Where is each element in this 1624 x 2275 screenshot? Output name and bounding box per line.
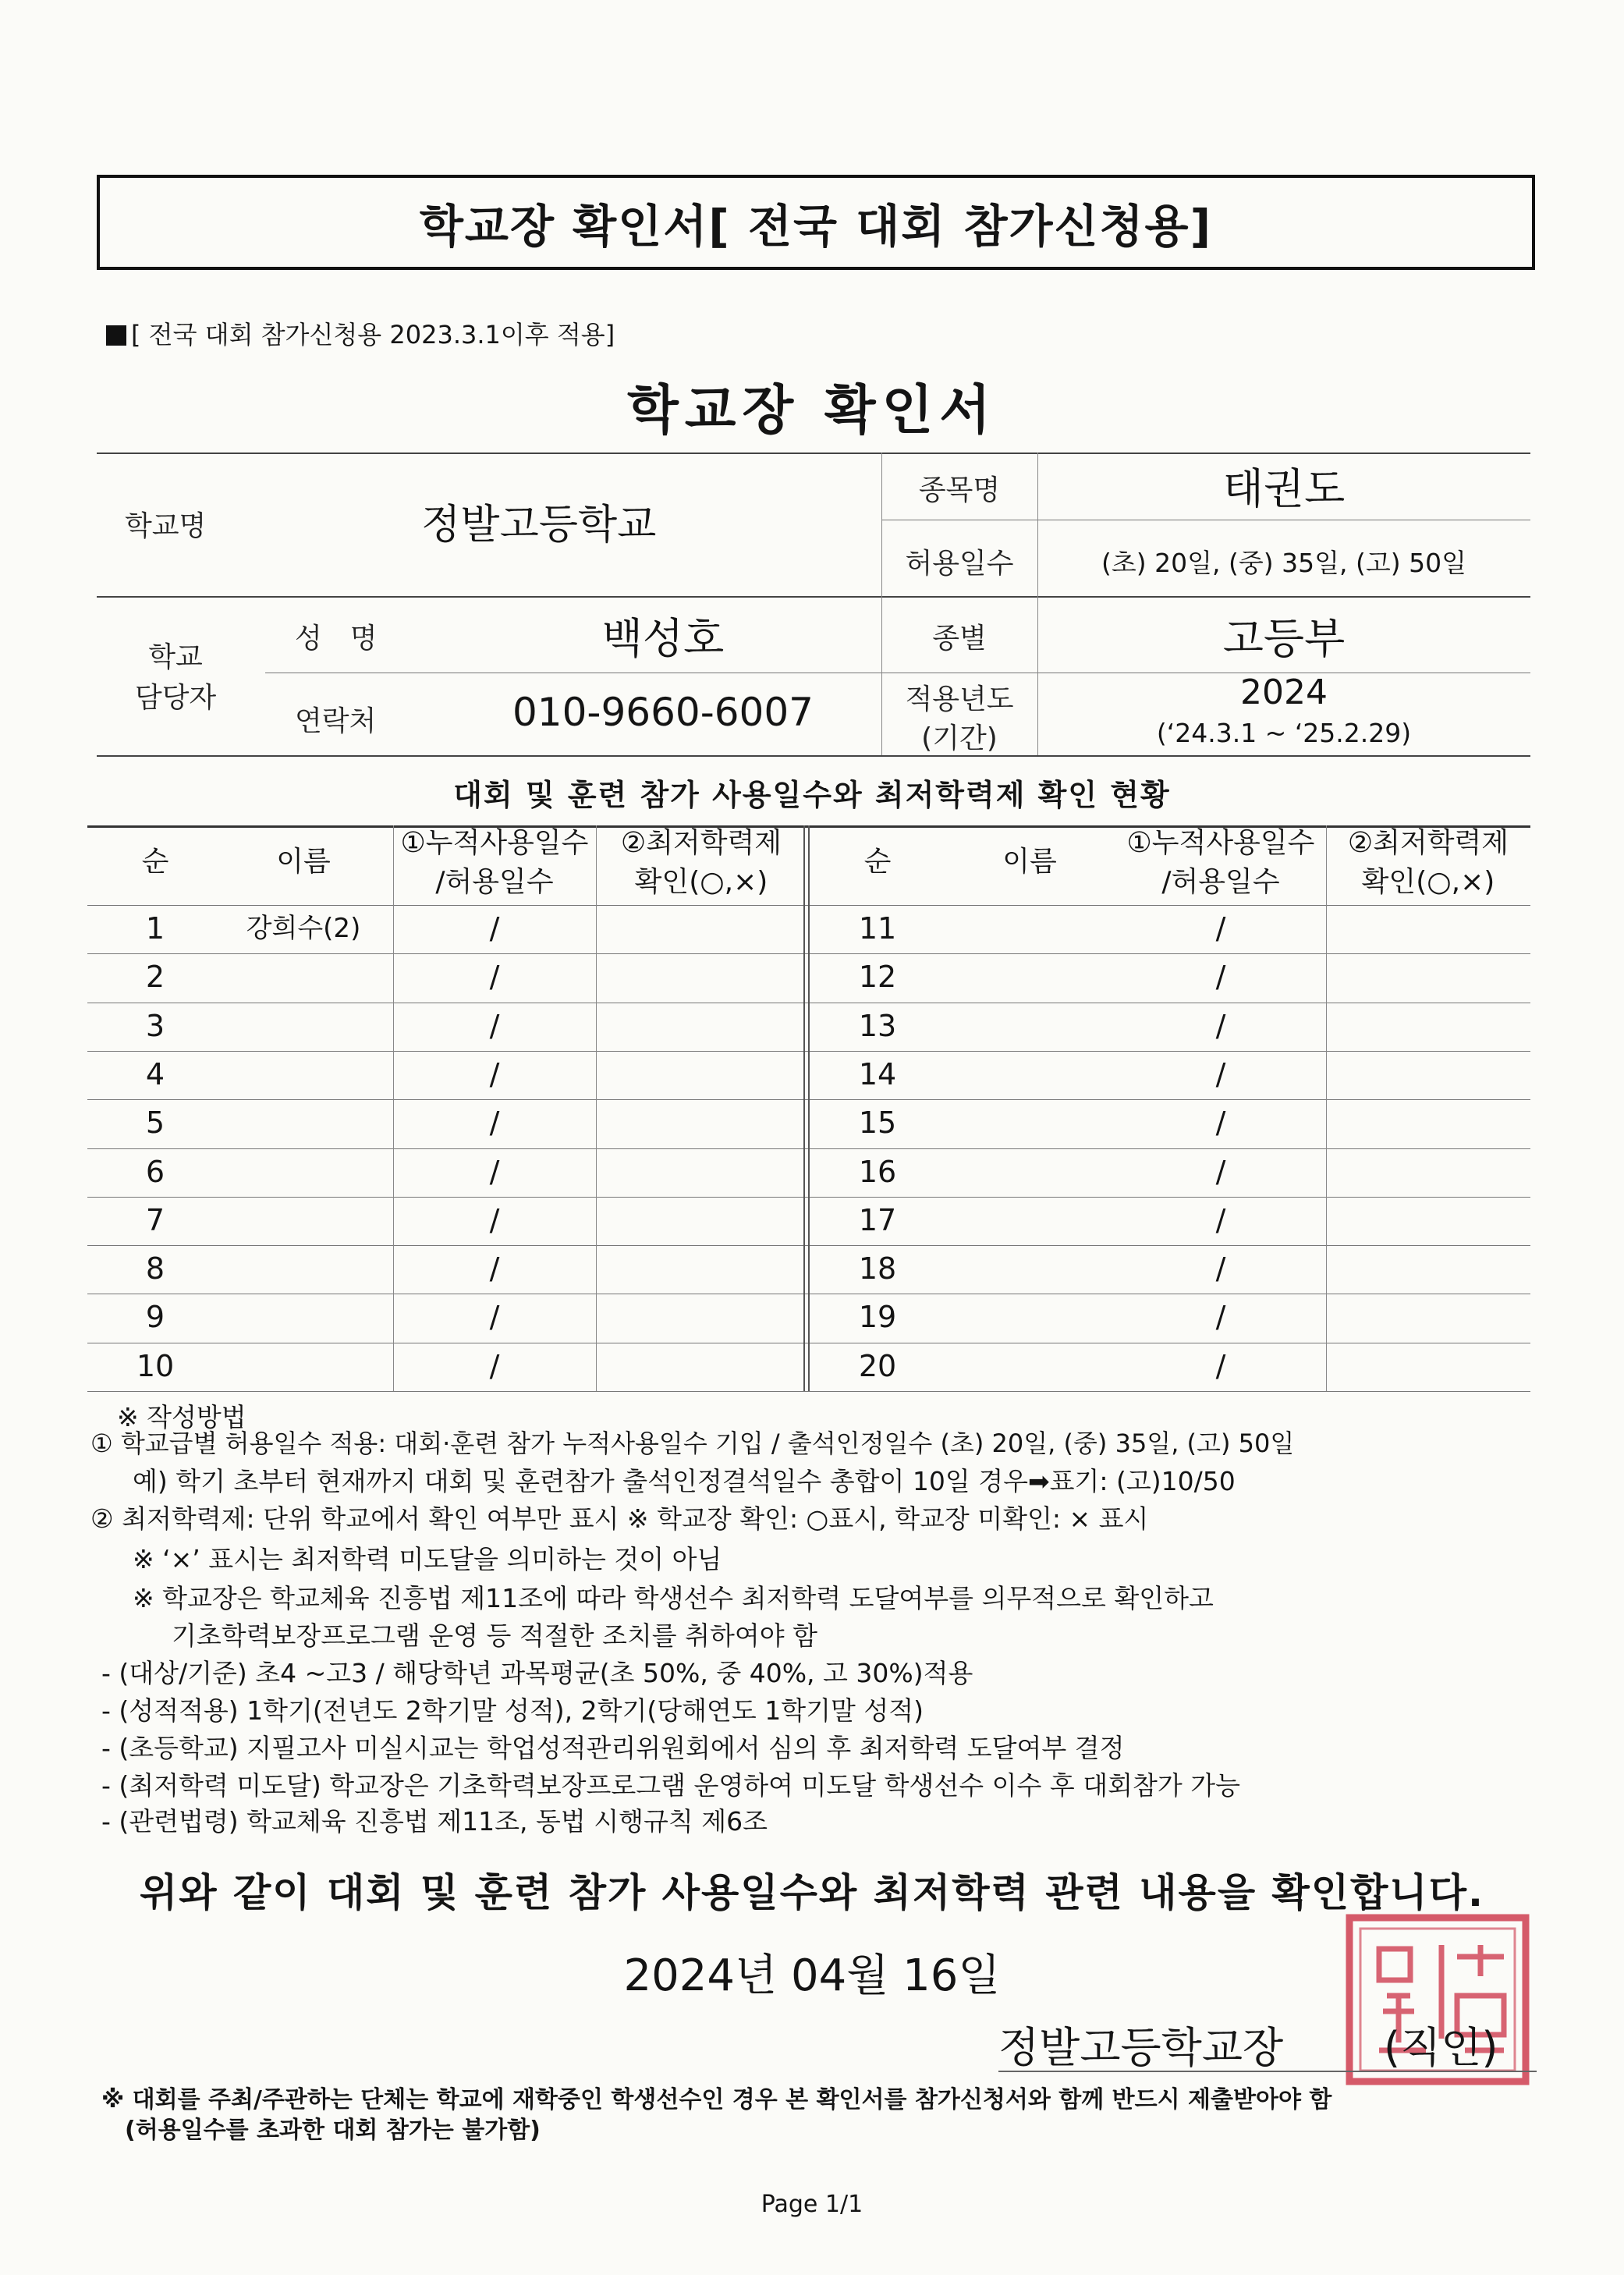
row-used-days: / (1215, 1203, 1226, 1237)
row-used-days: / (1215, 1300, 1226, 1334)
manager-label-1: 학교 (148, 641, 203, 673)
method-line: ② 최저학력제: 단위 학교에서 확인 여부만 표시 ※ 학교장 확인: ○표시, 학교장 미확인: × 표시 (90, 1503, 1149, 1534)
method-line: ※ ‘×’ 표시는 최저학력 미도달을 의미하는 것이 아님 (133, 1544, 722, 1574)
row-number: 11 (858, 911, 897, 946)
contact-value: 010-9660-6007 (512, 690, 814, 735)
row-used-days: / (489, 1203, 500, 1237)
row-number: 2 (145, 960, 165, 994)
year-label-1: 적용년도 (905, 683, 1014, 715)
manager-label-2: 담당자 (134, 682, 217, 714)
row-used-days: / (1215, 1009, 1226, 1043)
contact-label: 연락처 (295, 705, 377, 737)
row-used-days: / (489, 1155, 500, 1189)
event-label: 종목명 (918, 474, 1001, 506)
row-used-days: / (489, 960, 500, 994)
method-line: ※ 학교장은 학교체육 진흥법 제11조에 따라 학생선수 최저학력 도달여부를 의무적으로 확인하고 (133, 1583, 1214, 1613)
col-used-left-1: ①누적사용일수 (400, 827, 589, 859)
col-used-left-2: /허용일수 (435, 866, 554, 898)
seal-label: (직인) (1384, 2023, 1498, 2072)
col-no-left: 순 (141, 846, 169, 878)
method-line: ① 학교급별 허용일수 적용: 대회·훈련 참가 누적사용일수 기입 / 출석인정일수 (초) 20일, (중) 35일, (고) 50일 (90, 1429, 1295, 1458)
school-label: 학교명 (125, 510, 207, 542)
method-line: 기초학력보장프로그램 운영 등 적절한 조치를 취하여야 함 (172, 1620, 818, 1651)
divider (803, 825, 805, 1391)
col-min-right-2: 확인(○,×) (1361, 866, 1495, 898)
row-used-days: / (1215, 1251, 1226, 1286)
row-used-days: / (489, 1300, 500, 1334)
method-line: - (초등학교) 지필고사 미실시교는 학업성적관리위원회에서 심의 후 최저학력 도달여부 결정 (101, 1733, 1125, 1763)
row-number: 13 (858, 1009, 897, 1043)
divider (97, 596, 1530, 598)
divider (87, 1391, 1530, 1392)
divider (998, 2071, 1537, 2072)
row-number: 16 (858, 1155, 897, 1189)
section-title: 대회 및 훈련 참가 사용일수와 최저학력제 확인 현황 (453, 778, 1171, 812)
method-line: - (대상/기준) 초4 ~고3 / 해당학년 과목평균(초 50%, 중 40%, 고 30%)적용 (101, 1658, 973, 1688)
notice-line (106, 315, 615, 351)
square-bullet-icon (106, 325, 126, 346)
name-value: 백성호 (601, 614, 725, 663)
col-name-right: 이름 (1002, 846, 1057, 878)
row-number: 1 (145, 911, 165, 946)
notice-text: [ 전국 대회 참가신청용 2023.3.1이후 적용] (131, 320, 615, 350)
school-name: 정발고등학교 (421, 502, 657, 548)
row-used-days: / (1215, 1349, 1226, 1383)
division-value: 고등부 (1222, 614, 1346, 663)
col-used-right-2: /허용일수 (1161, 866, 1280, 898)
row-used-days: / (1215, 1057, 1226, 1091)
confirm-text: 위와 같이 대회 및 훈련 참가 사용일수와 최저학력 관련 내용을 확인합니다. (139, 1870, 1485, 1915)
row-used-days: / (1215, 911, 1226, 946)
row-number: 20 (858, 1349, 897, 1383)
year-label-2: (기간) (921, 722, 998, 754)
divider (596, 825, 597, 1391)
row-used-days: / (489, 1251, 500, 1286)
row-number: 5 (145, 1106, 165, 1140)
page-number: Page 1/1 (761, 2191, 863, 2218)
document-header (97, 175, 1535, 270)
allowed-label: 허용일수 (905, 548, 1014, 580)
period-value: (‘24.3.1 ~ ‘25.2.29) (1156, 718, 1412, 748)
row-used-days: / (489, 1057, 500, 1091)
row-number: 14 (858, 1057, 897, 1091)
row-used-days: / (489, 1009, 500, 1043)
division-label: 종별 (932, 623, 987, 655)
divider (808, 825, 810, 1391)
row-used-days: / (1215, 960, 1226, 994)
col-name-left: 이름 (276, 846, 331, 878)
row-name: 강희수(2) (246, 913, 361, 944)
method-line: 예) 학기 초부터 현재까지 대회 및 훈련참가 출석인정결석일수 총합이 10일 경우➡표기: (고)10/50 (133, 1466, 1236, 1496)
doc-title: 학교장 확인서 (627, 380, 997, 442)
row-number: 8 (145, 1251, 165, 1286)
row-number: 12 (858, 960, 897, 994)
method-line: - (성적적용) 1학기(전년도 2학기말 성적), 2학기(당해연도 1학기말 성적) (101, 1695, 924, 1726)
divider (1326, 825, 1327, 1391)
col-used-right-1: ①누적사용일수 (1126, 827, 1315, 859)
name-label: 성 명 (295, 623, 378, 655)
row-number: 4 (145, 1057, 165, 1091)
row-number: 19 (858, 1300, 897, 1334)
row-number: 10 (136, 1349, 175, 1383)
divider (97, 453, 1530, 454)
row-number: 7 (145, 1203, 165, 1237)
method-line: - (관련법령) 학교체육 진흥법 제11조, 동법 시행규칙 제6조 (101, 1806, 768, 1837)
row-number: 6 (145, 1155, 165, 1189)
header-title: 학교장 확인서[ 전국 대회 참가신청용] (419, 200, 1213, 253)
method-line: - (최저학력 미도달) 학교장은 기초학력보장프로그램 운영하여 미도달 학생선수 이수 후 대회참가 가능 (101, 1770, 1241, 1801)
footer-note (101, 2085, 1331, 2145)
date: 2024년 04월 16일 (623, 1950, 1001, 2001)
divider (97, 755, 1530, 757)
row-number: 18 (858, 1251, 897, 1286)
footer-line-2: (허용일수를 초과한 대회 참가는 불가함) (125, 2117, 541, 2144)
row-number: 15 (858, 1106, 897, 1140)
principal-name: 정발고등학교장 (998, 2023, 1284, 2072)
footer-line-1: ※ 대회를 주최/주관하는 단체는 학교에 재학중인 학생선수인 경우 본 확인서를 참가신청서와 함께 반드시 제출받아야 함 (101, 2086, 1332, 2114)
col-min-right-1: ②최저학력제 (1347, 827, 1509, 859)
row-used-days: / (489, 1106, 500, 1140)
allowed-value: (초) 20일, (중) 35일, (고) 50일 (1101, 548, 1466, 578)
row-number: 3 (145, 1009, 165, 1043)
col-min-left-1: ②최저학력제 (620, 827, 782, 859)
row-number: 17 (858, 1203, 897, 1237)
row-used-days: / (1215, 1155, 1226, 1189)
year-value: 2024 (1240, 673, 1328, 712)
col-min-left-2: 확인(○,×) (634, 866, 768, 898)
col-no-right: 순 (863, 846, 892, 878)
row-used-days: / (489, 1349, 500, 1383)
event-value: 태권도 (1222, 464, 1346, 513)
row-number: 9 (145, 1300, 165, 1334)
row-used-days: / (1215, 1106, 1226, 1140)
method-heading: ※ 작성방법 (117, 1402, 246, 1432)
row-used-days: / (489, 911, 500, 946)
